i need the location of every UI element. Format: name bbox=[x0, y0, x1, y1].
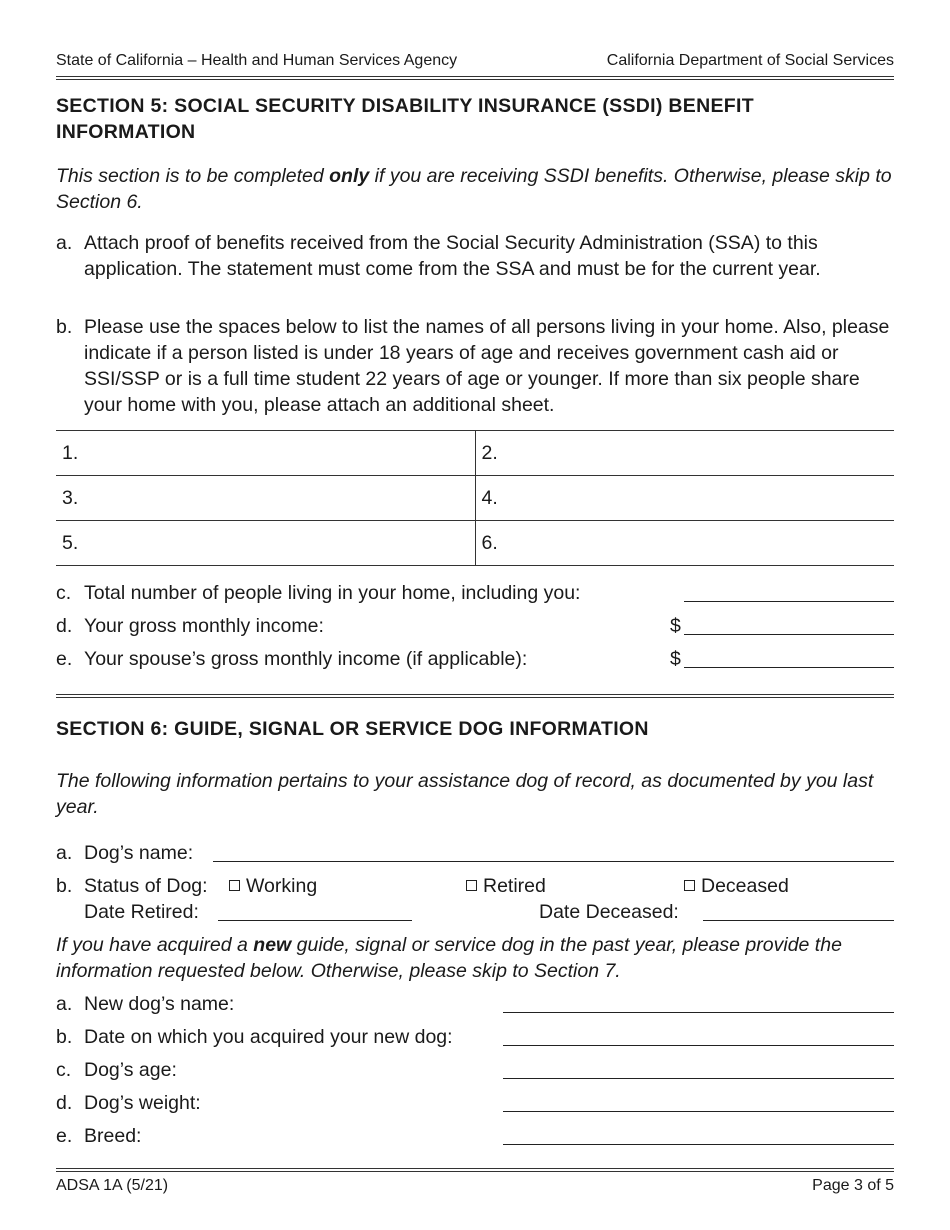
household-count-field[interactable] bbox=[684, 601, 894, 602]
item-c-text: Total number of people living in your home, including you: bbox=[84, 582, 581, 604]
item-a-text: Attach proof of benefits received from the Social Security Administration (SSA) to this application. The statement must come from the SSA and must be for the current year. bbox=[84, 232, 821, 280]
date-deceased-field[interactable] bbox=[703, 920, 894, 921]
checkbox-icon[interactable] bbox=[466, 880, 477, 891]
gross-income-field[interactable] bbox=[684, 634, 894, 635]
status-deceased-option[interactable]: Deceased bbox=[684, 873, 789, 899]
dog-name-label: Dog’s name: bbox=[84, 842, 194, 864]
item-e-text: Your spouse’s gross monthly income (if applicable): bbox=[84, 648, 528, 670]
dog-weight-field[interactable] bbox=[503, 1111, 894, 1112]
item-c-letter: c. bbox=[56, 582, 72, 604]
date-retired-field[interactable] bbox=[218, 920, 412, 921]
checkbox-icon[interactable] bbox=[229, 880, 240, 891]
item-e-letter: e. bbox=[56, 648, 73, 670]
new-d-letter: d. bbox=[56, 1092, 73, 1114]
dog-age-label: Dog’s age: bbox=[84, 1059, 177, 1081]
breed-field[interactable] bbox=[503, 1144, 894, 1145]
new-dog-intro: If you have acquired a new guide, signal or service dog in the past year, please provide the information requested below. Otherwise, please skip to Section 7. bbox=[56, 934, 842, 982]
date-retired-label: Date Retired: bbox=[84, 901, 199, 923]
item-b-text: Please use the spaces below to list the names of all persons living in your home. Also, please indicate if a person listed is under 18 years of age and receives government cash aid or SSI/SSP or is a full time student 22 years of age or younger. If more than six people share your home with you, please attach an additional sheet. bbox=[84, 316, 890, 416]
section-divider bbox=[56, 694, 894, 698]
footer-divider bbox=[56, 1168, 894, 1172]
new-dog-name-label: New dog’s name: bbox=[84, 993, 235, 1015]
status-working-option[interactable]: Working bbox=[229, 873, 317, 899]
dog-status-label: Status of Dog: bbox=[84, 875, 208, 897]
table-row bbox=[56, 476, 894, 521]
table-row bbox=[56, 521, 894, 566]
page-number: Page 3 of 5 bbox=[812, 1177, 894, 1194]
new-dog-name-field[interactable] bbox=[503, 1012, 894, 1013]
header-agency: State of California – Health and Human Services Agency bbox=[56, 52, 458, 69]
header-divider bbox=[56, 76, 894, 80]
new-e-letter: e. bbox=[56, 1125, 73, 1147]
checkbox-icon[interactable] bbox=[684, 880, 695, 891]
status-retired-option[interactable]: Retired bbox=[466, 873, 546, 899]
dog-weight-label: Dog’s weight: bbox=[84, 1092, 201, 1114]
item-d-text: Your gross monthly income: bbox=[84, 615, 324, 637]
item-a-letter: a. bbox=[56, 232, 73, 254]
section5-title: SECTION 5: SOCIAL SECURITY DISABILITY INSURANCE (SSDI) BENEFIT INFORMATION bbox=[56, 95, 754, 143]
dollar-sign: $ bbox=[670, 615, 681, 637]
household-member-field[interactable]: 5. bbox=[56, 521, 475, 566]
section6-title: SECTION 6: GUIDE, SIGNAL OR SERVICE DOG INFORMATION bbox=[56, 718, 649, 740]
dog-b-letter: b. bbox=[56, 875, 73, 897]
new-c-letter: c. bbox=[56, 1059, 72, 1081]
household-member-field[interactable]: 6. bbox=[475, 521, 894, 566]
household-members-table bbox=[56, 430, 894, 566]
household-member-field[interactable]: 4. bbox=[475, 476, 894, 521]
new-b-letter: b. bbox=[56, 1026, 73, 1048]
section6-intro: The following information pertains to your assistance dog of record, as documented by you last year. bbox=[56, 770, 874, 818]
dog-a-letter: a. bbox=[56, 842, 73, 864]
dog-age-field[interactable] bbox=[503, 1078, 894, 1079]
section5-intro: This section is to be completed only if you are receiving SSDI benefits. Otherwise, please skip to Section 6. bbox=[56, 165, 892, 213]
item-d-letter: d. bbox=[56, 615, 73, 637]
new-a-letter: a. bbox=[56, 993, 73, 1015]
table-row bbox=[56, 431, 894, 476]
household-member-field[interactable]: 1. bbox=[56, 431, 475, 476]
form-id: ADSA 1A (5/21) bbox=[56, 1177, 169, 1194]
item-b-letter: b. bbox=[56, 316, 73, 338]
header-department: California Department of Social Services bbox=[606, 52, 894, 69]
dog-name-field[interactable] bbox=[213, 861, 894, 862]
household-member-field[interactable]: 3. bbox=[56, 476, 475, 521]
acquired-date-field[interactable] bbox=[503, 1045, 894, 1046]
spouse-income-field[interactable] bbox=[684, 667, 894, 668]
date-deceased-label: Date Deceased: bbox=[539, 901, 679, 923]
breed-label: Breed: bbox=[84, 1125, 142, 1147]
household-member-field[interactable]: 2. bbox=[475, 431, 894, 476]
acquired-date-label: Date on which you acquired your new dog: bbox=[84, 1026, 453, 1048]
dollar-sign: $ bbox=[670, 648, 681, 670]
